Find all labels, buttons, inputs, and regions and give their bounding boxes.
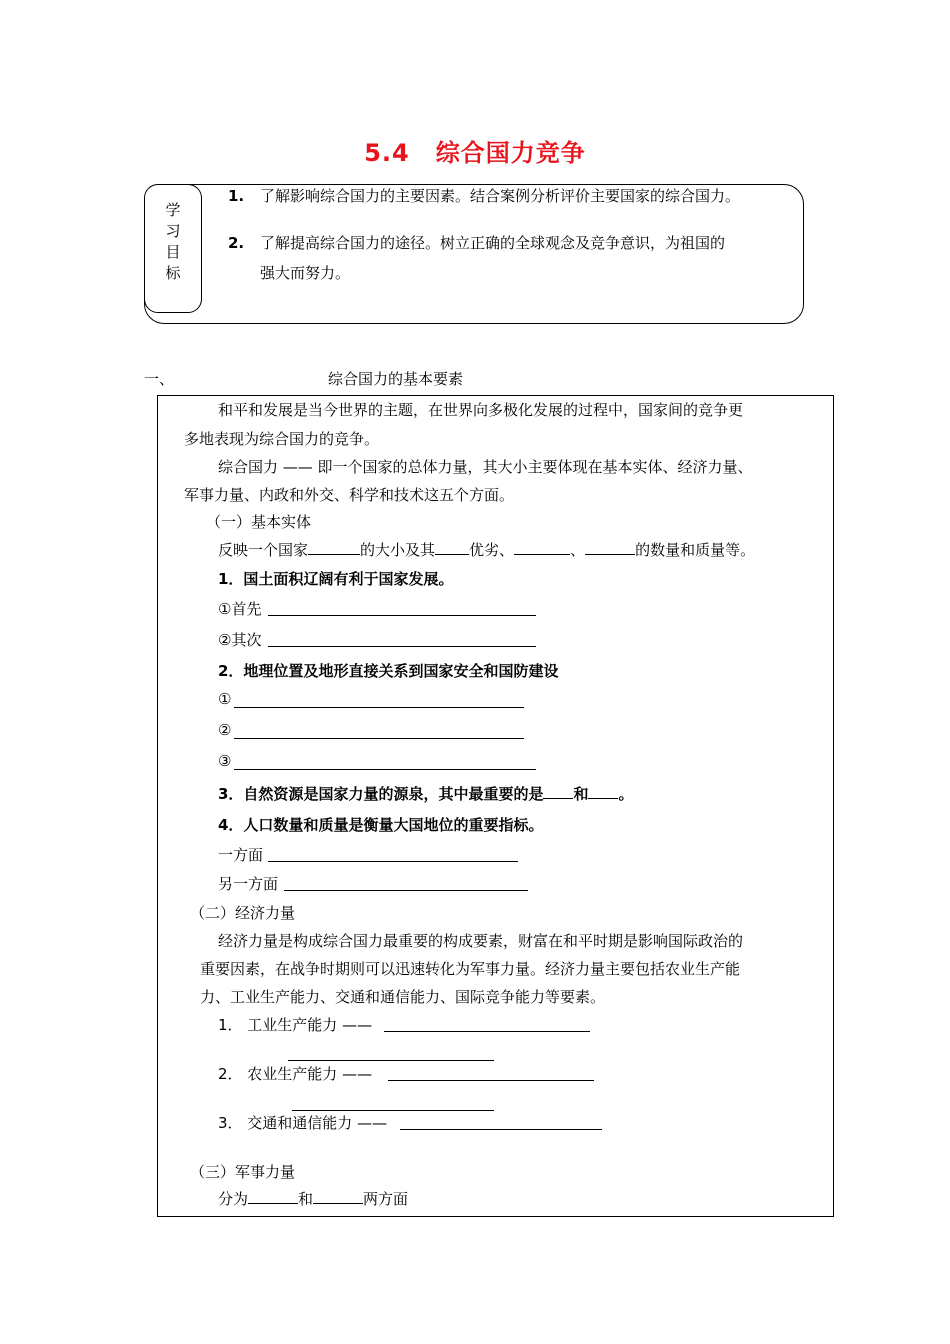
sentence-text: 的数量和质量等。 [635,541,756,559]
goal-number: 2. [228,234,245,252]
answer-blank[interactable] [514,540,570,555]
goal-item-1 [228,181,740,211]
answer-line[interactable] [400,1129,602,1130]
answer-blank[interactable] [585,540,635,555]
answer-line[interactable] [284,890,528,891]
sentence-text: 和 [573,785,589,803]
sentence-text: 3．自然资源是国家力量的源泉，其中最重要的是 [218,785,544,803]
answer-blank[interactable] [313,1189,363,1204]
sentence-text: 两方面 [363,1190,409,1208]
first-label: ①首先 [218,600,262,618]
goal-text: 了解影响综合国力的主要因素。结合案例分析评价主要国家的综合国力。 [260,187,741,205]
subsection-heading: （二）经济力量 [190,904,296,922]
numbered-point [218,783,633,804]
paragraph-line: 多地表现为综合国力的竞争。 [184,430,380,448]
paragraph-line: 力、工业生产能力、交通和通信能力、国际竞争能力等要素。 [200,988,606,1006]
circled-number: ③ [218,752,232,770]
learning-goals-label: 学习目标 [165,201,181,282]
numbered-point: 3． 交通和通信能力 —— [218,1114,388,1132]
other-side-label: 另一方面 [218,875,279,893]
paragraph-line: 和平和发展是当今世界的主题，在世界向多极化发展的过程中，国家间的竞争更 [218,401,744,419]
goal-number: 1. [228,187,245,205]
answer-blank[interactable] [435,540,469,555]
sentence-text: 分为 [218,1190,249,1208]
sentence-text: 的大小及其 [360,541,436,559]
sentence-text: 。 [618,785,634,803]
answer-line[interactable] [288,1060,494,1061]
circled-number: ① [218,690,232,708]
sentence-text: 反映一个国家 [218,541,309,559]
sentence-text: 、 [570,541,586,559]
title-number: 5.4 [364,139,410,167]
answer-blank[interactable] [543,784,573,799]
page-title [0,133,950,168]
answer-line[interactable] [292,1110,494,1111]
answer-blank[interactable] [588,784,618,799]
goal-item-2 [228,228,725,258]
numbered-point: 1． 工业生产能力 —— [218,1016,373,1034]
section-title: 综合国力的基本要素 [328,370,464,388]
answer-blank[interactable] [308,540,360,555]
answer-line[interactable] [268,615,536,616]
goal-item-2-continued: 强大而努力。 [260,264,351,282]
answer-blank[interactable] [248,1189,298,1204]
goal-text: 了解提高综合国力的途径。树立正确的全球观念及竞争意识，为祖国的 [260,234,726,252]
sentence-text: 和 [298,1190,314,1208]
subsection-heading: （三）军事力量 [190,1163,296,1181]
numbered-point: 4．人口数量和质量是衡量大国地位的重要指标。 [218,816,544,834]
section-number: 一、 [144,370,175,388]
answer-line[interactable] [384,1031,590,1032]
answer-line[interactable] [234,707,524,708]
answer-line[interactable] [268,861,518,862]
paragraph-line: 重要因素，在战争时期则可以迅速转化为军事力量。经济力量主要包括农业生产能 [200,960,741,978]
numbered-point: 2． 农业生产能力 —— [218,1065,373,1083]
answer-line[interactable] [268,646,536,647]
cut-off-line-clip [158,1186,832,1214]
one-side-label: 一方面 [218,846,264,864]
second-label: ②其次 [218,631,262,649]
numbered-point: 2．地理位置及地形直接关系到国家安全和国防建设 [218,662,559,680]
circled-number: ② [218,721,232,739]
paragraph-line: 军事力量、内政和外交、科学和技术这五个方面。 [184,486,515,504]
title-text: 综合国力竞争 [435,139,586,167]
answer-line[interactable] [234,769,536,770]
answer-line[interactable] [388,1080,594,1081]
fill-in-sentence [218,539,755,560]
numbered-point: 1．国土面积辽阔有利于国家发展。 [218,570,454,588]
paragraph-line: 经济力量是构成综合国力最重要的构成要素，财富在和平时期是影响国际政治的 [218,932,744,950]
answer-line[interactable] [234,738,524,739]
paragraph-line: 综合国力 —— 即一个国家的总体力量，其大小主要体现在基本实体、经济力量、 [218,458,753,476]
cut-off-line [218,1188,408,1209]
sentence-text: 优劣、 [469,541,515,559]
subsection-heading: （一）基本实体 [206,513,312,531]
